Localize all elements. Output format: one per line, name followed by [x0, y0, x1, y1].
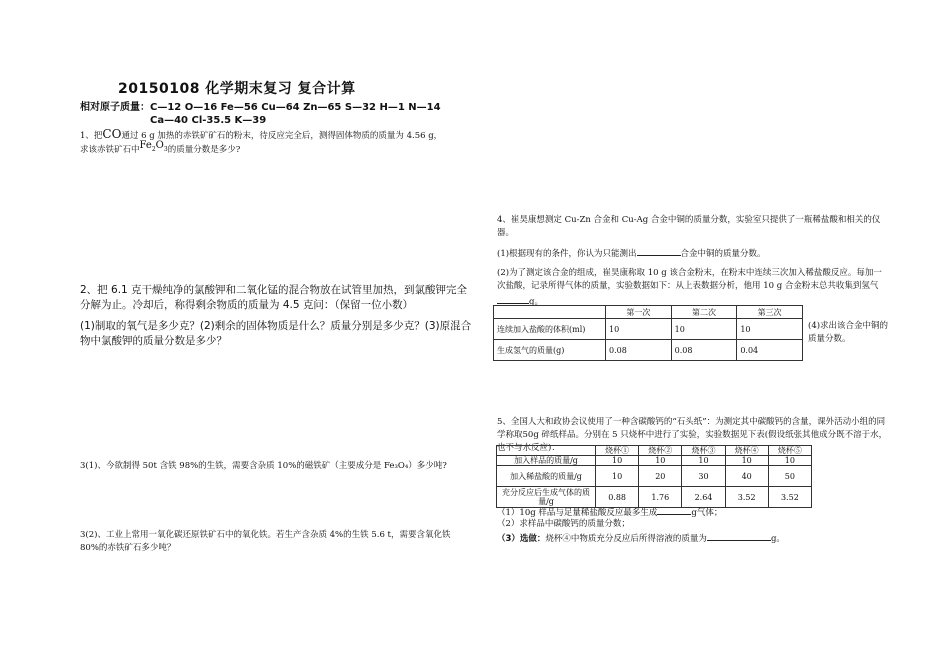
table-cell: 连续加入盐酸的体积(ml) [494, 319, 606, 340]
q4-part1-blank [637, 245, 681, 256]
table-header-cell [494, 306, 606, 319]
q4-part2-blank [497, 293, 529, 304]
q4-part1-text: (1)根据现有的条件，你认为只能测出 [497, 249, 637, 259]
table-row [494, 340, 803, 361]
table-cell: 30 [682, 466, 725, 487]
q2-subquestions: (1)制取的氧气是多少克？(2)剩余的固体物质是什么？质量分别是多少克？(3)原混合物中氯酸钾的质量分数是多少？ [80, 320, 472, 347]
question-5-stem: 5、全国人大和政协会议使用了一种含碳酸钙的“石头纸”：为测定其中碳酸钙的含量，课外活动小组的同学称取50g 碎纸样品。分别在 5 只烧杯中进行了实验，实验数据见下表(假设纸张其他成分既不溶于水，也不与水反应)： [497, 417, 888, 453]
table-cell: 0.88 [596, 487, 639, 508]
table-header-row [497, 446, 812, 456]
q1-fe2o3-formula [140, 140, 168, 151]
q1-co-formula: CO [102, 127, 122, 141]
table-cell: 10 [596, 456, 639, 466]
table-cell: 0.08 [671, 340, 737, 361]
table-cell: 10 [671, 319, 737, 340]
q5-sub2-text: （2）求样品中碳酸钙的质量分数； [497, 519, 630, 529]
table-cell: 加入稀盐酸的质量/g [497, 466, 596, 487]
table-cell: 0.04 [737, 340, 803, 361]
q4-table [493, 305, 803, 361]
table-cell: 3.52 [768, 487, 811, 508]
q5-sub3-label: （3）选做： [497, 534, 546, 544]
table-cell: 10 [596, 466, 639, 487]
q5-sub3-blank [707, 530, 771, 541]
table-cell: 10 [682, 456, 725, 466]
atomic-masses [80, 101, 480, 127]
question-3-1: 3(1)、今欲制得 50t 含铁 98%的生铁，需要含杂质 10%的磁铁矿（主要成分是 Fe₃O₄）多少吨? [80, 461, 447, 471]
table-header-cell: 烧杯⑤ [768, 446, 811, 456]
q4-side-question: (4)求出该合金中铜的质量分数。 [808, 321, 889, 344]
q1-sub-3: 3 [163, 146, 168, 153]
question-4 [497, 214, 887, 309]
question-5-subquestions [497, 504, 889, 545]
q5-sub1-blank [657, 504, 691, 515]
table-cell: 50 [768, 466, 811, 487]
table-cell: 10 [606, 319, 672, 340]
q4-part2-text-end: g。 [529, 297, 543, 307]
table-cell: 2.64 [682, 487, 725, 508]
q5-sub3-text: 烧杯④中物质充分反应后所得溶液的质量为 [545, 534, 707, 544]
q1-text-b: 通过 6 g 加热的赤铁矿矿石的粉末，待反应完全后，测得固体物质的质量为 4.56 g， [121, 131, 443, 141]
table-cell: 20 [639, 466, 682, 487]
q4-part1-text-end: 合金中铜的质量分数。 [680, 249, 766, 259]
table-cell: 加入样品的质量/g [497, 456, 596, 466]
q5-sub1-text-end: g气体； [691, 508, 723, 518]
table-cell: 3.52 [725, 487, 768, 508]
table-header-row [494, 306, 803, 319]
atomic-masses-line2: Ca—40 Cl-35.5 K—39 [150, 115, 267, 126]
q5-table [496, 445, 812, 508]
table-header-cell: 烧杯③ [682, 446, 725, 456]
table-header-cell: 第二次 [671, 306, 737, 319]
q1-sub-2: 2 [151, 146, 156, 153]
table-row [494, 319, 803, 340]
q1-text-c: 求该赤铁矿石中 [80, 145, 140, 155]
table-cell: 0.08 [606, 340, 672, 361]
atomic-masses-label: 相对原子质量： [80, 102, 150, 113]
q2-stem: 2、把 6.1 克干燥纯净的氯酸钾和二氧化锰的混合物放在试管里加热，到氯酸钾完全分解为止。冷却后，称得剩余物质的质量为 4.5 克问：（保留一位小数） [80, 284, 468, 311]
table-header-cell: 第一次 [606, 306, 672, 319]
q5-sub1-text: （1）10g 样品与足量稀盐酸反应最多生成 [497, 508, 658, 518]
table-header-cell: 第三次 [737, 306, 803, 319]
question-2 [80, 283, 472, 349]
q1-text-d: 的质量分数是多少? [167, 145, 241, 155]
table-header-cell: 烧杯② [639, 446, 682, 456]
question-3-2: 3(2)、工业上常用一氧化碳还原铁矿石中的氧化铁。若生产含杂质 4%的生铁 5.6 t，需要含氧化铁 80%的赤铁矿石多少吨？ [80, 530, 451, 553]
atomic-masses-line1: C—12 O—16 Fe—56 Cu—64 Zn—65 S—32 H—1 N—14 [150, 102, 441, 113]
table-row [497, 456, 812, 466]
table-header-cell [497, 446, 596, 456]
table-cell: 40 [725, 466, 768, 487]
q1-fe: Fe [139, 140, 152, 151]
page-title: 20150108 化学期末复习 复合计算 [118, 81, 356, 97]
table-cell: 10 [737, 319, 803, 340]
table-header-cell: 烧杯① [596, 446, 639, 456]
table-row [497, 466, 812, 487]
q4-part2-text: (2)为了测定该合金的组成，崔昊康称取 10 g 该合金粉末，在粉末中连续三次加入稀盐酸反应。每加一次盐酸，记录所得气体的质量，实验数据如下：从上表数据分析，他用 10 g 合金粉末总共收集到氢气 [497, 268, 882, 291]
q4-stem: 4、崔昊康想测定 Cu-Zn 合金和 Cu-Ag 合金中铜的质量分数，实验室只提供了一瓶稀盐酸和相关的仪器。 [497, 215, 881, 238]
table-cell: 1.76 [639, 487, 682, 508]
q5-sub3-text-end: g。 [770, 534, 785, 544]
question-1 [80, 128, 475, 160]
table-cell: 10 [725, 456, 768, 466]
table-cell: 10 [768, 456, 811, 466]
table-cell: 10 [639, 456, 682, 466]
table-cell: 充分反应后生成气体的质量/g [497, 487, 596, 508]
q1-o: O [155, 140, 164, 151]
q1-text-a: 1、把 [80, 131, 103, 141]
table-header-cell: 烧杯④ [725, 446, 768, 456]
table-cell: 生成氢气的质量(g) [494, 340, 606, 361]
